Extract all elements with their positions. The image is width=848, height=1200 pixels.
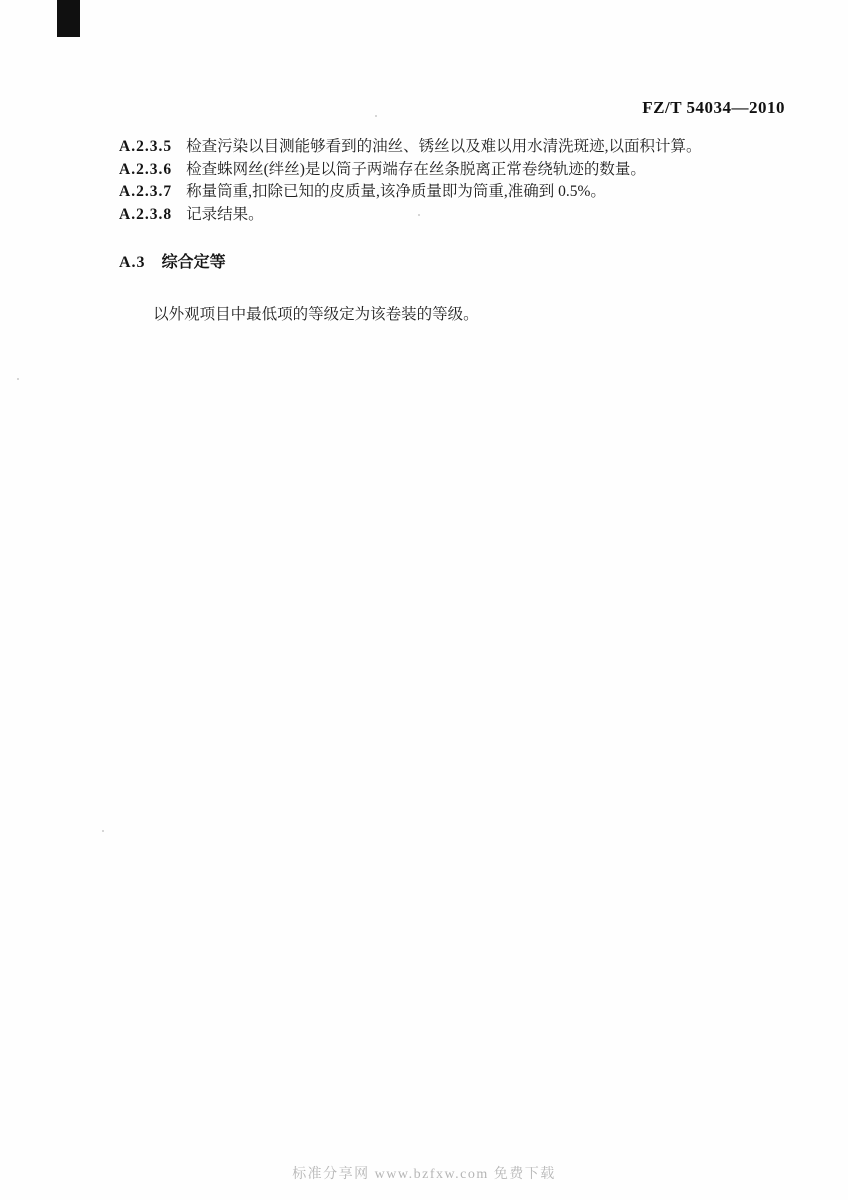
clause-number: A.2.3.8: [119, 205, 173, 223]
scan-speck: [102, 830, 104, 832]
clause-text: 称量筒重,扣除已知的皮质量,该净质量即为筒重,准确到 0.5%。: [186, 183, 606, 201]
section-paragraph: 以外观项目中最低项的等级定为该卷装的等级。: [153, 306, 479, 324]
clause-text: 检查蛛网丝(绊丝)是以筒子两端存在丝条脱离正常卷绕轨迹的数量。: [186, 160, 646, 178]
clause-a236: [119, 159, 735, 182]
clause-number: A.2.3.6: [119, 160, 173, 178]
clause-a235: [119, 136, 735, 159]
standard-number-header: FZ/T 54034—2010: [642, 98, 785, 117]
document-body: [119, 136, 735, 326]
scan-speck: [375, 115, 377, 117]
clause-text: 记录结果。: [186, 205, 264, 223]
clause-number: A.2.3.7: [119, 183, 173, 201]
section-number: A.3: [119, 254, 146, 272]
watermark-footer: 标准分享网 www.bzfxw.com 免费下载: [292, 1167, 556, 1182]
clause-text: 检查污染以目测能够看到的油丝、锈丝以及难以用水清洗斑迹,以面积计算。: [186, 138, 702, 155]
section-heading-a3: [119, 249, 735, 272]
scan-registration-mark: [57, 0, 80, 37]
clause-a237: [119, 181, 735, 204]
section-title: 综合定等: [161, 254, 226, 272]
clause-number: A.2.3.5: [119, 138, 173, 155]
scan-speck: [17, 378, 19, 380]
clause-a238: [119, 204, 735, 227]
